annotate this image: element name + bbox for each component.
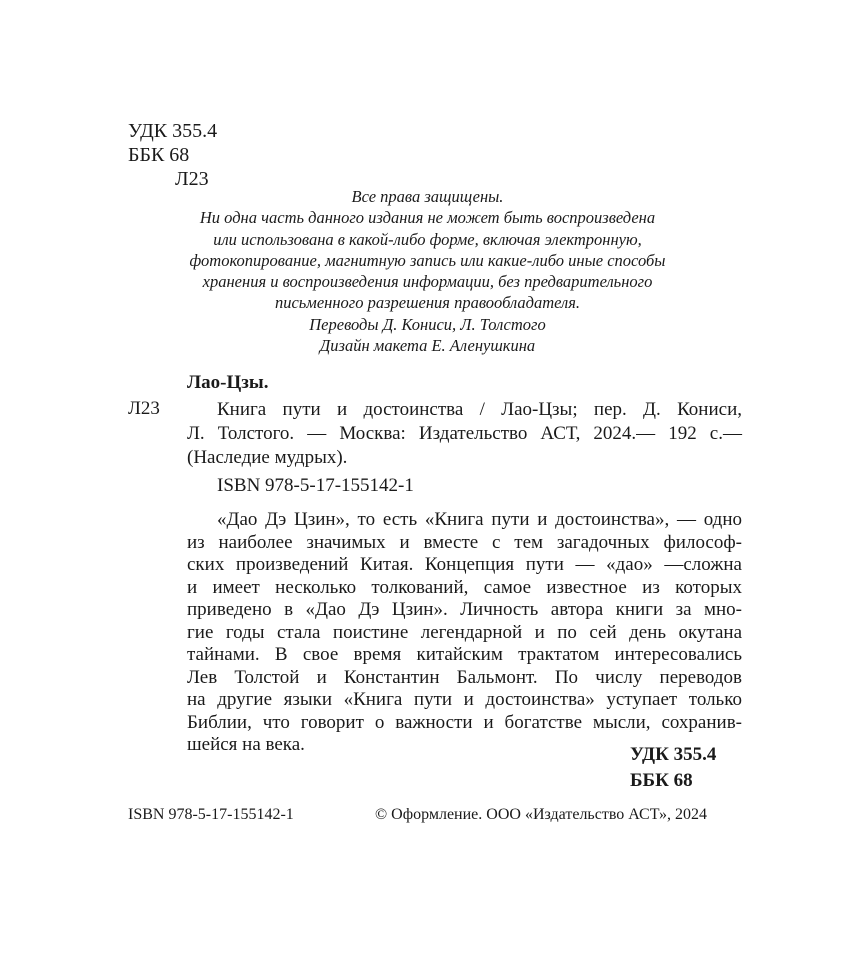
biblio-line: Л. Толстого. — Москва: Издательство АСТ, 2024.— 192 с.— <box>187 423 742 444</box>
annotation-line: гие годы стала поистине легендарной и по сей день окутана <box>187 621 742 643</box>
rights-notice <box>150 186 705 356</box>
rights-line: Все права защищены. <box>351 187 504 206</box>
annotation-line: на другие языки «Книга пути и достоинства» уступает только <box>187 689 742 710</box>
annotation-line: тайнами. В свое время китайским трактатом интересовались <box>187 644 742 665</box>
bibliographic-record <box>187 398 742 470</box>
udk-code-bold: УДК 355.4 <box>630 744 717 765</box>
annotation <box>187 509 742 757</box>
bbk-code-bold: ББК 68 <box>630 770 693 791</box>
translators-line: Переводы Д. Кониси, Л. Толстого <box>309 314 546 334</box>
biblio-author-mark: Л23 <box>128 398 160 419</box>
udk-code: УДК 355.4 <box>128 120 218 142</box>
isbn-record: ISBN 978-5-17-155142-1 <box>217 475 414 496</box>
annotation-line: приведено в «Дао Дэ Цзин». Личность автора книги за мно- <box>187 599 742 620</box>
annotation-line: Лев Толстой и Константин Бальмонт. По числу переводов <box>187 666 742 688</box>
footer-copyright: © Оформление. ООО «Издательство АСТ», 2024 <box>375 806 708 823</box>
rights-line: фотокопирование, магнитную запись или какие-либо иные способы <box>189 250 666 270</box>
rights-line: хранения и воспроизведения информации, без предварительного <box>202 272 653 292</box>
rights-line: Ни одна часть данного издания не может быть воспроизведена <box>199 208 656 228</box>
annotation-line: из наиболее значимых и вместе с тем загадочных философ- <box>187 531 742 553</box>
annotation-line: ских произведений Китая. Концепция пути — «дао» —сложна <box>187 554 742 575</box>
annotation-line: «Дао Дэ Цзин», то есть «Книга пути и достоинства», — одно <box>217 509 742 530</box>
annotation-line: шейся на века. <box>187 734 305 755</box>
rights-line: или использована в какой-либо форме, включая электронную, <box>213 229 642 249</box>
footer-isbn: ISBN 978-5-17-155142-1 <box>128 806 294 823</box>
bbk-code: ББК 68 <box>128 144 190 166</box>
annotation-line: и имеет несколько толкований, самое известное из которых <box>187 576 742 598</box>
design-credit-line: Дизайн макета Е. Аленушкина <box>319 336 536 356</box>
biblio-line: Книга пути и достоинства / Лао-Цзы; пер. Д. Кониси, <box>217 399 742 420</box>
bold-classification <box>630 742 716 794</box>
rights-line: письменного разрешения правообладателя. <box>274 293 581 313</box>
biblio-line: (Наследие мудрых). <box>187 447 348 468</box>
author-mark: Л23 <box>175 168 209 190</box>
author-heading: Лао-Цзы. <box>187 372 269 393</box>
annotation-line: Библии, что говорит о важности и богатстве мысли, сохранив- <box>187 711 742 733</box>
